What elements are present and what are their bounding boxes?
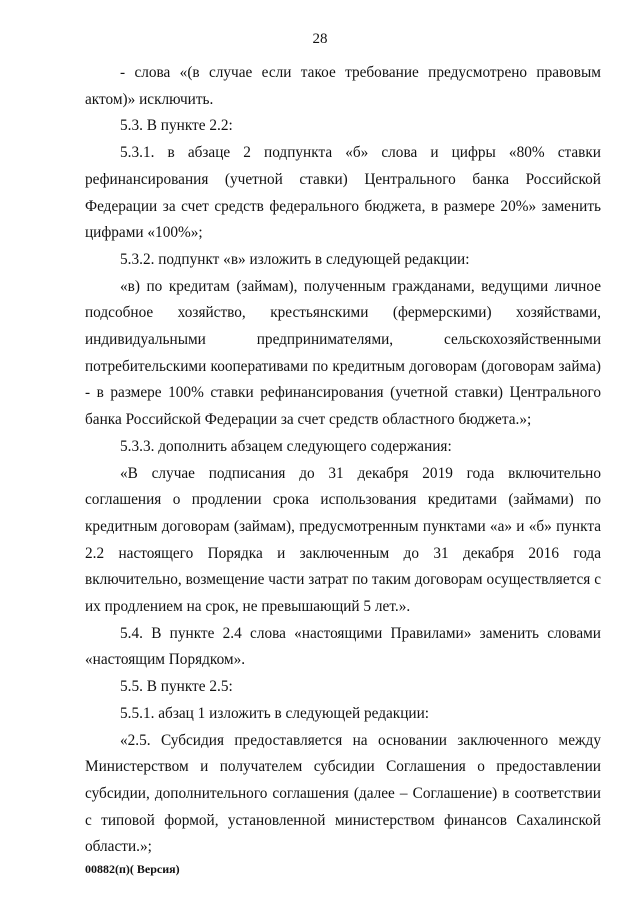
paragraph: «в) по кредитам (займам), полученным гражданами, ведущими личное подсобное хозяйство, крестьянскими (фермерскими) хозяйствами, индивидуальными предпринимателями, сельскохозяйственными потребительскими кооперативами по кредитным договорам (договорам займа) - в размере 100% ставки рефинансирования (учетной ставки) Центрального банка Российской Федерации за счет средств областного бюджета.»; (85, 277, 601, 429)
paragraph: «В случае подписания до 31 декабря 2019 года включительно соглашения о продлении срока использования кредитами (займами) по кредитным договорам (займам), предусмотренным пунктами «а» и «б» пункта 2.2 настоящего Порядка и заключенным до 31 декабря 2016 года включительно, возмещение части затрат по таким договорам осуществляется с их продлением на срок, не превышающий 5 лет.». (85, 464, 601, 616)
paragraph: 5.3.1. в абзаце 2 подпункта «б» слова и цифры «80% ставки рефинансирования (учетной ставки) Центрального банка Российской Федерации за счет средств федерального бюджета, в размере 20%» заменить цифрами «100%»; (85, 144, 601, 242)
paragraph: - слова «(в случае если такое требование предусмотрено правовым актом)» исключить. (85, 64, 601, 108)
page-number: 28 (312, 31, 328, 47)
paragraph: 5.5.1. абзац 1 изложить в следующей редакции: (120, 704, 430, 722)
document-footer: 00882(п)( Версия) (85, 862, 180, 876)
paragraph: 5.5. В пункте 2.5: (120, 678, 233, 696)
paragraph: 5.3. В пункте 2.2: (120, 117, 233, 135)
document-body (85, 60, 601, 861)
paragraph: «2.5. Субсидия предоставляется на основании заключенного между Министерством и получателем субсидии Соглашения о предоставлении субсидии, дополнительного соглашения (далее – Соглашение) в соответствии с типовой формой, установленной министерством финансов Сахалинской области.»; (85, 731, 601, 856)
paragraph: 5.3.3. дополнить абзацем следующего содержания: (120, 437, 452, 455)
paragraph: 5.3.2. подпункт «в» изложить в следующей редакции: (120, 250, 470, 268)
paragraph: 5.4. В пункте 2.4 слова «настоящими Правилами» заменить словами «настоящим Порядком». (85, 624, 601, 669)
